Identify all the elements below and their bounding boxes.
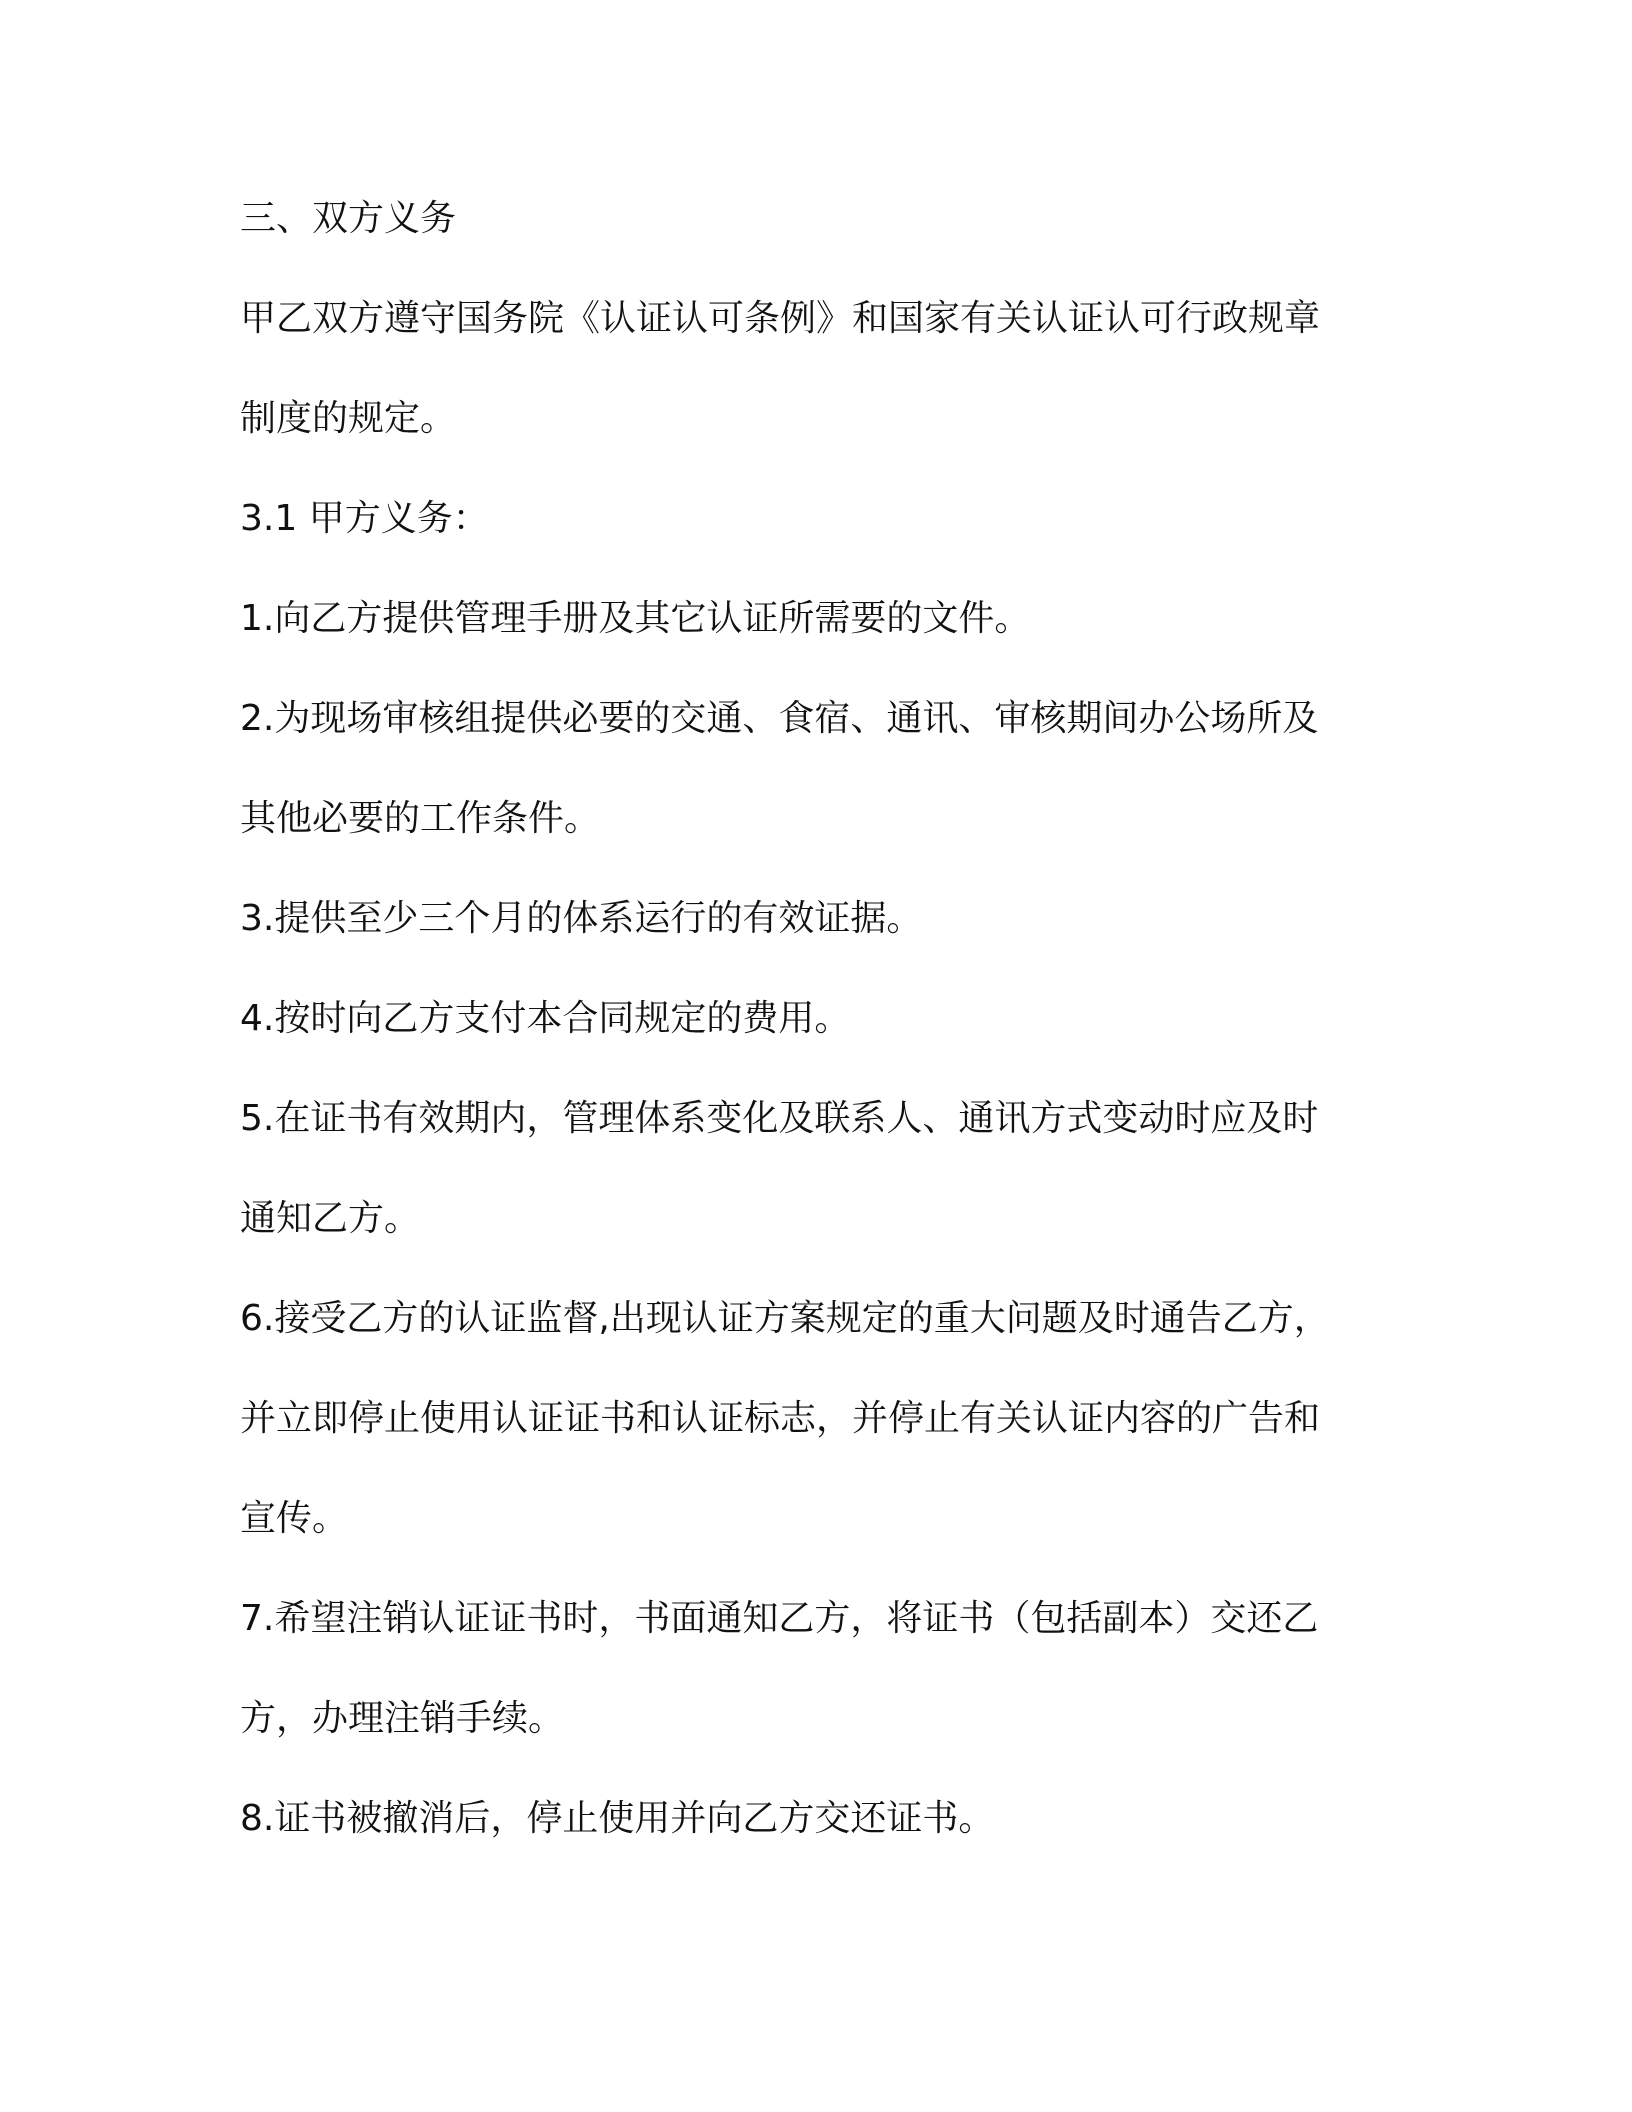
list-item-line: 3.提供至少三个月的体系运行的有效证据。 [240,898,923,939]
list-item-line: 8.证书被撤消后，停止使用并向乙方交还证书。 [240,1798,995,1839]
list-item-line: 宣传。 [240,1498,349,1539]
list-item-line: 5.在证书有效期内，管理体系变化及联系人、通讯方式变动时应及时 [240,1098,1319,1139]
list-item-line: 其他必要的工作条件。 [240,798,601,839]
list-item-line: 2.为现场审核组提供必要的交通、食宿、通讯、审核期间办公场所及 [240,698,1319,739]
section-heading: 三、双方义务 [240,198,457,239]
list-item-line: 方，办理注销手续。 [240,1698,565,1739]
intro-text-line: 制度的规定。 [240,398,457,439]
list-item-line: 4.按时向乙方支付本合同规定的费用。 [240,998,851,1039]
list-item-line: 通知乙方。 [240,1198,421,1239]
list-item-line: 7.希望注销认证证书时，书面通知乙方，将证书（包括副本）交还乙 [240,1598,1319,1639]
list-item-line: 并立即停止使用认证证书和认证标志，并停止有关认证内容的广告和 [240,1398,1321,1439]
list-item-line: 6.接受乙方的认证监督,出现认证方案规定的重大问题及时通告乙方， [240,1298,1330,1339]
list-item-line: 1.向乙方提供管理手册及其它认证所需要的文件。 [240,598,1031,639]
intro-text-line: 甲乙双方遵守国务院《认证认可条例》和国家有关认证认可行政规章 [240,298,1321,339]
sub-heading: 3.1 甲方义务： [240,498,489,539]
